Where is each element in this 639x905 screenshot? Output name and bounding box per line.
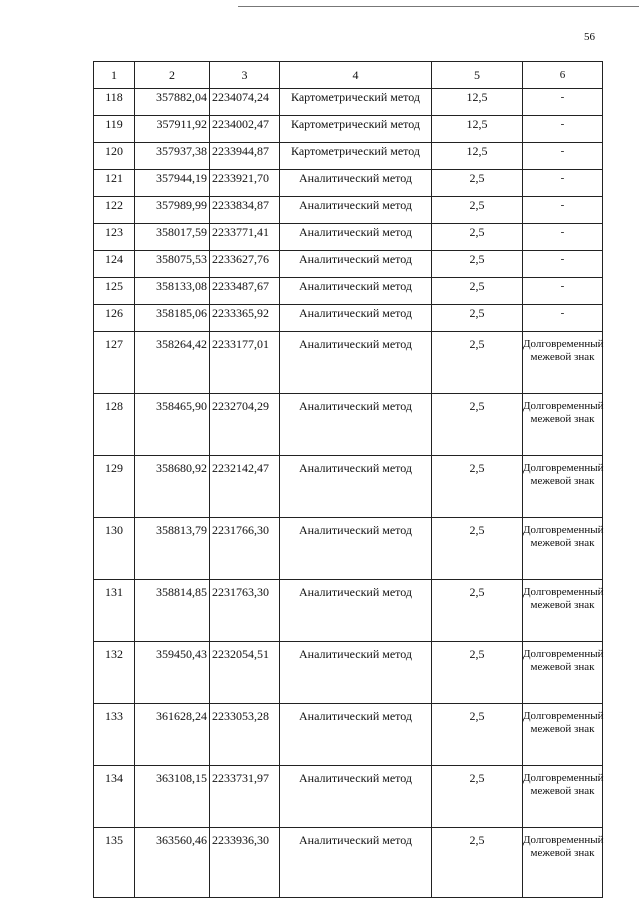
point-number-cell: 131	[94, 580, 135, 642]
x-coordinate-cell: 359450,43	[135, 642, 210, 704]
header-cell-6: 6	[523, 62, 603, 89]
marker-type-cell: Долговременный межевой знак	[523, 766, 603, 828]
point-number-cell: 134	[94, 766, 135, 828]
y-coordinate-cell: 2233053,28	[210, 704, 280, 766]
marker-type-cell: Долговременный межевой знак	[523, 456, 603, 518]
method-cell: Картометрический метод	[280, 143, 432, 170]
method-cell: Аналитический метод	[280, 305, 432, 332]
header-cell-1: 1	[94, 62, 135, 89]
top-rule	[238, 6, 639, 7]
accuracy-cell: 2,5	[432, 704, 523, 766]
y-coordinate-cell: 2233771,41	[210, 224, 280, 251]
marker-type-cell: -	[523, 170, 603, 197]
accuracy-cell: 2,5	[432, 170, 523, 197]
method-cell: Аналитический метод	[280, 456, 432, 518]
accuracy-cell: 2,5	[432, 456, 523, 518]
y-coordinate-cell: 2232704,29	[210, 394, 280, 456]
accuracy-cell: 2,5	[432, 197, 523, 224]
y-coordinate-cell: 2233365,92	[210, 305, 280, 332]
table-row	[94, 143, 603, 170]
x-coordinate-cell: 358264,42	[135, 332, 210, 394]
accuracy-cell: 2,5	[432, 828, 523, 898]
method-cell: Аналитический метод	[280, 332, 432, 394]
table-row	[94, 828, 603, 898]
method-cell: Аналитический метод	[280, 828, 432, 898]
x-coordinate-cell: 363108,15	[135, 766, 210, 828]
marker-type-cell: -	[523, 251, 603, 278]
marker-type-cell: Долговременный межевой знак	[523, 332, 603, 394]
header-cell-3: 3	[210, 62, 280, 89]
marker-type-cell: -	[523, 224, 603, 251]
table-row	[94, 305, 603, 332]
marker-type-cell: Долговременный межевой знак	[523, 518, 603, 580]
x-coordinate-cell: 361628,24	[135, 704, 210, 766]
y-coordinate-cell: 2232142,47	[210, 456, 280, 518]
table-row	[94, 332, 603, 394]
y-coordinate-cell: 2233487,67	[210, 278, 280, 305]
accuracy-cell: 2,5	[432, 251, 523, 278]
y-coordinate-cell: 2233944,87	[210, 143, 280, 170]
marker-type-cell: -	[523, 278, 603, 305]
header-cell-5: 5	[432, 62, 523, 89]
point-number-cell: 119	[94, 116, 135, 143]
y-coordinate-cell: 2232054,51	[210, 642, 280, 704]
method-cell: Аналитический метод	[280, 642, 432, 704]
point-number-cell: 122	[94, 197, 135, 224]
x-coordinate-cell: 358813,79	[135, 518, 210, 580]
point-number-cell: 127	[94, 332, 135, 394]
accuracy-cell: 2,5	[432, 278, 523, 305]
x-coordinate-cell: 358814,85	[135, 580, 210, 642]
y-coordinate-cell: 2233834,87	[210, 197, 280, 224]
point-number-cell: 125	[94, 278, 135, 305]
point-number-cell: 126	[94, 305, 135, 332]
method-cell: Аналитический метод	[280, 278, 432, 305]
table-row	[94, 278, 603, 305]
page-number: 56	[584, 31, 595, 43]
point-number-cell: 123	[94, 224, 135, 251]
x-coordinate-cell: 357882,04	[135, 89, 210, 116]
marker-type-cell: Долговременный межевой знак	[523, 704, 603, 766]
marker-type-cell: -	[523, 305, 603, 332]
x-coordinate-cell: 358185,06	[135, 305, 210, 332]
marker-type-cell: -	[523, 143, 603, 170]
y-coordinate-cell: 2234074,24	[210, 89, 280, 116]
method-cell: Картометрический метод	[280, 116, 432, 143]
table-row	[94, 580, 603, 642]
accuracy-cell: 2,5	[432, 518, 523, 580]
x-coordinate-cell: 358465,90	[135, 394, 210, 456]
method-cell: Аналитический метод	[280, 394, 432, 456]
table-row	[94, 170, 603, 197]
table-row	[94, 766, 603, 828]
x-coordinate-cell: 358075,53	[135, 251, 210, 278]
marker-type-cell: -	[523, 89, 603, 116]
method-cell: Аналитический метод	[280, 518, 432, 580]
table-row	[94, 251, 603, 278]
method-cell: Аналитический метод	[280, 580, 432, 642]
marker-type-cell: Долговременный межевой знак	[523, 580, 603, 642]
table-row	[94, 197, 603, 224]
point-number-cell: 133	[94, 704, 135, 766]
point-number-cell: 124	[94, 251, 135, 278]
y-coordinate-cell: 2233936,30	[210, 828, 280, 898]
y-coordinate-cell: 2233627,76	[210, 251, 280, 278]
x-coordinate-cell: 357944,19	[135, 170, 210, 197]
method-cell: Аналитический метод	[280, 251, 432, 278]
y-coordinate-cell: 2233731,97	[210, 766, 280, 828]
header-cell-4: 4	[280, 62, 432, 89]
marker-type-cell: -	[523, 116, 603, 143]
method-cell: Аналитический метод	[280, 197, 432, 224]
x-coordinate-cell: 363560,46	[135, 828, 210, 898]
point-number-cell: 128	[94, 394, 135, 456]
accuracy-cell: 2,5	[432, 224, 523, 251]
marker-type-cell: Долговременный межевой знак	[523, 828, 603, 898]
x-coordinate-cell: 357989,99	[135, 197, 210, 224]
point-number-cell: 118	[94, 89, 135, 116]
table-row	[94, 224, 603, 251]
table-body	[94, 62, 603, 898]
header-cell-2: 2	[135, 62, 210, 89]
method-cell: Картометрический метод	[280, 89, 432, 116]
y-coordinate-cell: 2233921,70	[210, 170, 280, 197]
table-row	[94, 518, 603, 580]
accuracy-cell: 12,5	[432, 143, 523, 170]
point-number-cell: 129	[94, 456, 135, 518]
y-coordinate-cell: 2234002,47	[210, 116, 280, 143]
marker-type-cell: Долговременный межевой знак	[523, 394, 603, 456]
method-cell: Аналитический метод	[280, 704, 432, 766]
table-row	[94, 704, 603, 766]
marker-type-cell: Долговременный межевой знак	[523, 642, 603, 704]
accuracy-cell: 12,5	[432, 89, 523, 116]
point-number-cell: 135	[94, 828, 135, 898]
x-coordinate-cell: 358017,59	[135, 224, 210, 251]
coordinates-table	[93, 61, 603, 898]
table-row	[94, 456, 603, 518]
method-cell: Аналитический метод	[280, 766, 432, 828]
table-row	[94, 642, 603, 704]
x-coordinate-cell: 357937,38	[135, 143, 210, 170]
table-header-row	[94, 62, 603, 89]
point-number-cell: 130	[94, 518, 135, 580]
accuracy-cell: 2,5	[432, 766, 523, 828]
y-coordinate-cell: 2233177,01	[210, 332, 280, 394]
x-coordinate-cell: 357911,92	[135, 116, 210, 143]
point-number-cell: 120	[94, 143, 135, 170]
y-coordinate-cell: 2231766,30	[210, 518, 280, 580]
method-cell: Аналитический метод	[280, 170, 432, 197]
point-number-cell: 121	[94, 170, 135, 197]
accuracy-cell: 2,5	[432, 332, 523, 394]
accuracy-cell: 12,5	[432, 116, 523, 143]
method-cell: Аналитический метод	[280, 224, 432, 251]
x-coordinate-cell: 358133,08	[135, 278, 210, 305]
point-number-cell: 132	[94, 642, 135, 704]
x-coordinate-cell: 358680,92	[135, 456, 210, 518]
y-coordinate-cell: 2231763,30	[210, 580, 280, 642]
marker-type-cell: -	[523, 197, 603, 224]
accuracy-cell: 2,5	[432, 580, 523, 642]
accuracy-cell: 2,5	[432, 305, 523, 332]
accuracy-cell: 2,5	[432, 394, 523, 456]
table-row	[94, 89, 603, 116]
table-row	[94, 116, 603, 143]
table-row	[94, 394, 603, 456]
accuracy-cell: 2,5	[432, 642, 523, 704]
